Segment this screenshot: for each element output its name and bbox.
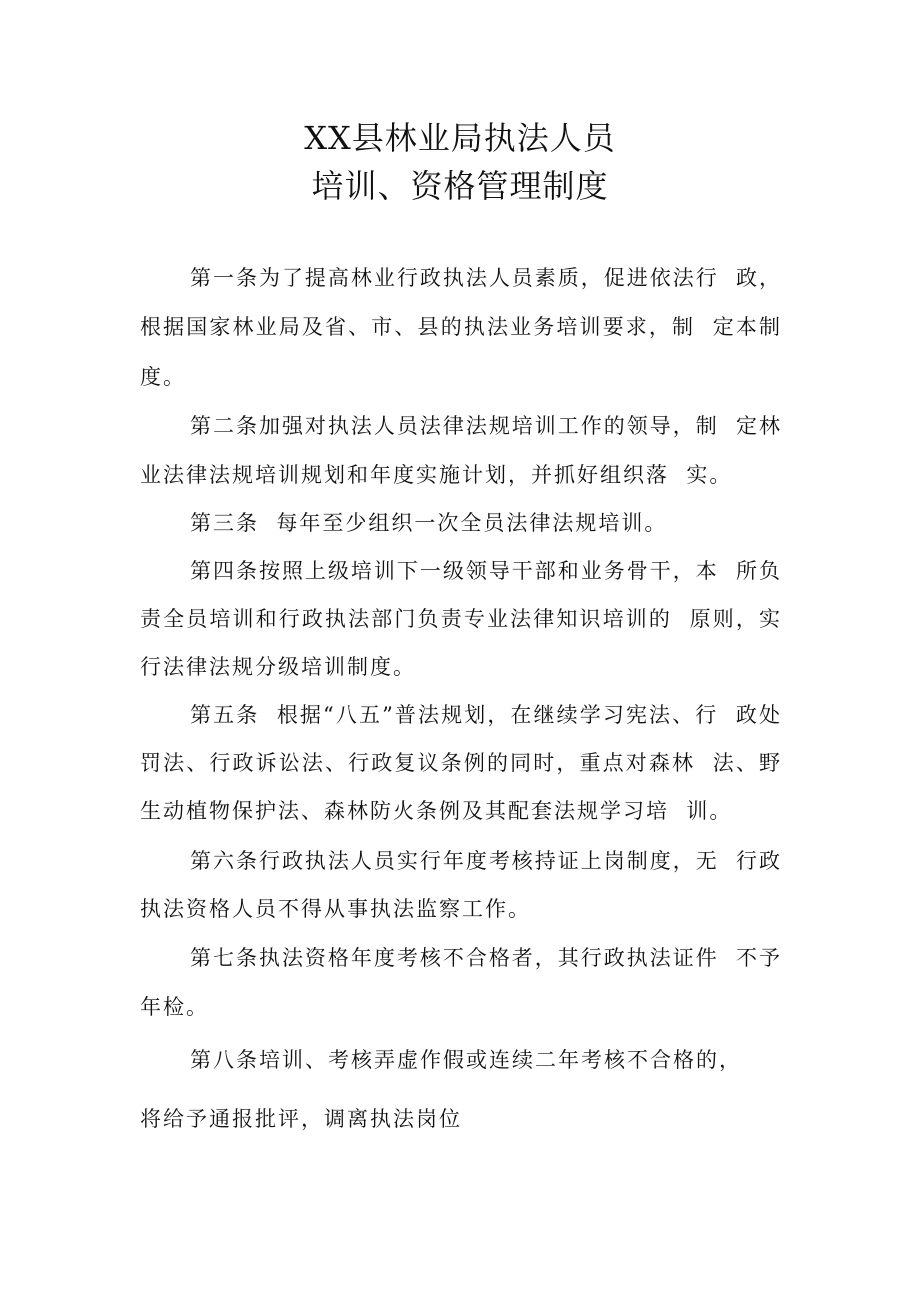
- article-4-line-2: 责全员培训和行政执法部门负责专业法律知识培训的 原则，实: [140, 607, 780, 631]
- article-6-line-1: 第六条行政执法人员实行年度考核持证上岗制度，无 行政: [190, 849, 780, 873]
- article-5-line-3: 生动植物保护法、森林防火条例及其配套法规学习培 训。: [140, 799, 733, 823]
- article-3-line-1: 第三条 每年至少组织一次全员法律法规培训。: [190, 511, 668, 535]
- article-1-line-2: 根据国家林业局及省、市、县的执法业务培训要求，制 定本制: [140, 315, 780, 339]
- article-2-line-1: 第二条加强对执法人员法律法规培训工作的领导，制 定林: [190, 414, 780, 438]
- article-7-line-2: 年检。: [140, 995, 209, 1019]
- article-4-line-3: 行法律法规分级培训制度。: [140, 655, 416, 679]
- article-5-line-1: 第五条 根据“八五”普法规划，在继续学习宪法、行 政处: [190, 703, 780, 727]
- article-5-line-2: 罚法、行政诉讼法、行政复议条例的同时，重点对森林 法、野: [140, 751, 780, 775]
- article-2-line-2: 业法律法规培训规划和年度实施计划，并抓好组织落 实。: [140, 463, 733, 487]
- article-4-line-1: 第四条按照上级培训下一级领导干部和业务骨干，本 所负: [190, 559, 780, 583]
- article-1-line-3: 度。: [140, 365, 186, 389]
- article-7-line-1: 第七条执法资格年度考核不合格者，其行政执法证件 不予: [190, 946, 780, 970]
- article-6-line-2: 执法资格人员不得从事执法监察工作。: [140, 897, 531, 921]
- article-8-line-2: 将给予通报批评，调离执法岗位: [140, 1107, 462, 1131]
- document-title-line-2: 培训、资格管理制度: [311, 167, 609, 205]
- article-8-line-1: 第八条培训、考核弄虚作假或连续二年考核不合格的，: [190, 1048, 742, 1072]
- article-1-line-1: 第一条为了提高林业行政执法人员素质，促进依法行 政，: [190, 266, 780, 290]
- document-title-line-1: XX县林业局执法人员: [304, 119, 616, 157]
